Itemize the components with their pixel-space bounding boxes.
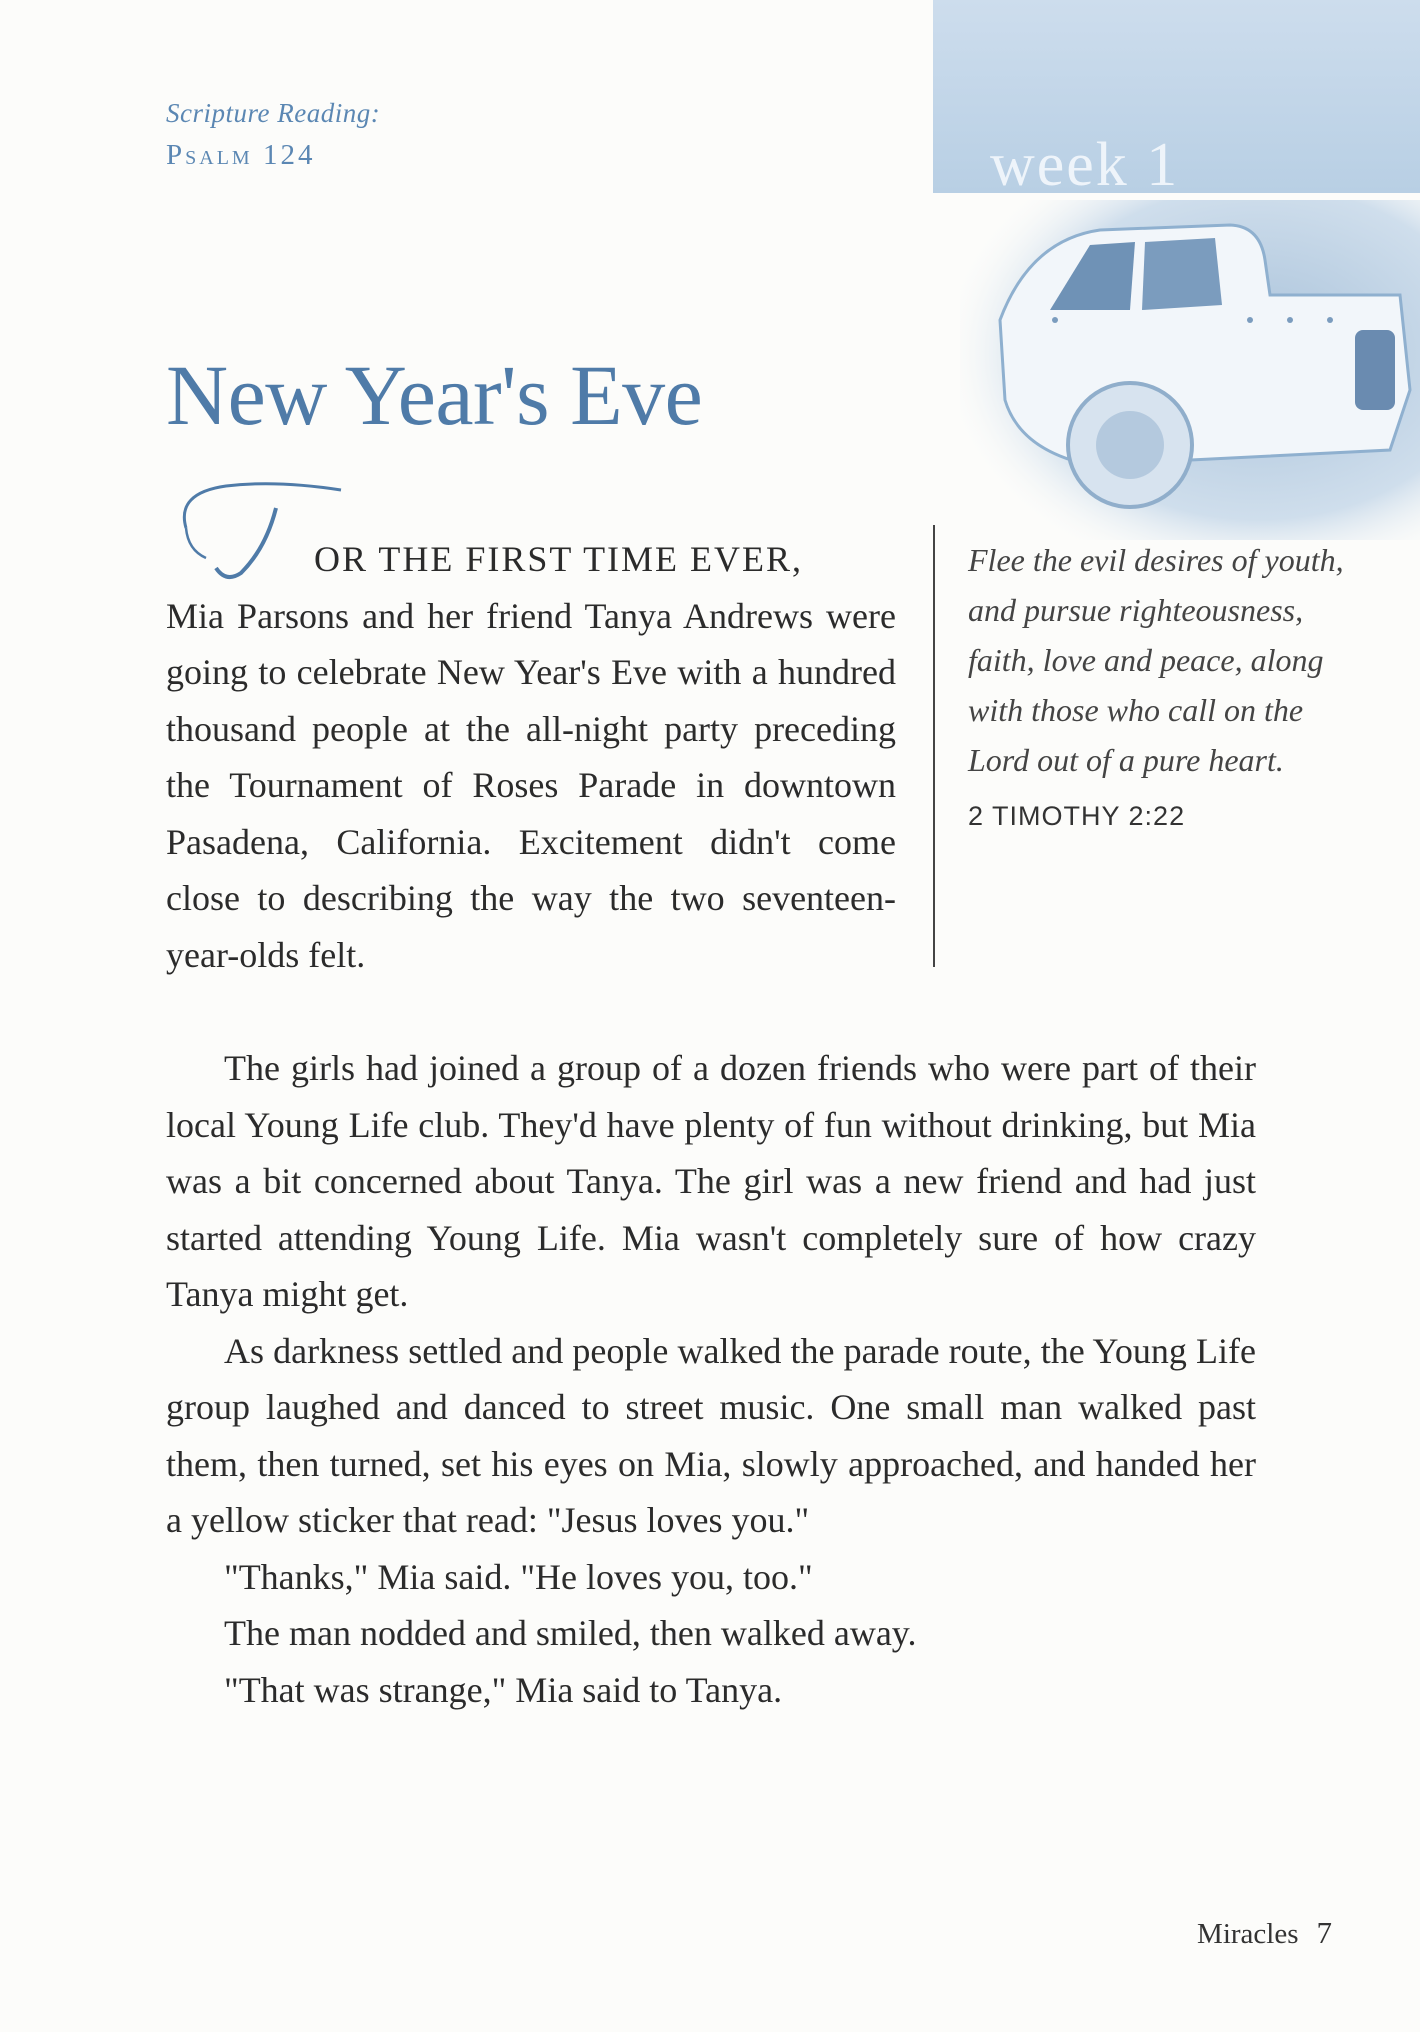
intro-first-line: OR THE FIRST TIME EVER, xyxy=(314,539,804,579)
pickup-truck-illustration xyxy=(960,200,1420,540)
week-label: week 1 xyxy=(990,131,1180,199)
sidebar-divider xyxy=(933,525,935,967)
body-paragraph: As darkness settled and people walked the parade route, the Young Life group laughed and danced to street music. One small man walked past them, then turned, set his eyes on Mia, slowly approached, and handed her a yellow sticker that read: "Jesus loves you." xyxy=(166,1330,1256,1540)
page-footer xyxy=(1197,1915,1332,1951)
sidebar-quote: Flee the evil desires of youth, and pursue righteousness, faith, love and peace, along with those who call on the Lord out of a pure heart. xyxy=(968,542,1344,778)
page-number: 7 xyxy=(1316,1915,1332,1950)
book-title: Miracles xyxy=(1197,1918,1299,1950)
body-text xyxy=(166,1040,1256,1718)
body-paragraph: The man nodded and smiled, then walked away. xyxy=(224,1613,917,1653)
body-paragraph: "Thanks," Mia said. "He loves you, too." xyxy=(224,1556,813,1597)
scripture-label: Scripture Reading: xyxy=(166,98,381,128)
sidebar-reference: 2 TIMOTHY 2:22 xyxy=(968,801,1186,831)
scripture-reading xyxy=(166,98,380,172)
scripture-sidebar xyxy=(968,535,1348,832)
intro-body: Mia Parsons and her friend Tanya Andrews were going to celebrate New Year's Eve with a hundred thousand people at the all-night party preceding the Tournament of Roses Parade in downtown Pasadena, California. Excitement didn't come close to describing the way the two seventeen-year-olds felt. xyxy=(166,595,896,975)
body-paragraph: The girls had joined a group of a dozen friends who were part of their local Young Life club. They'd have plenty of fun without drinking, but Mia was a bit concerned about Tanya. The girl was a new friend and had just started attending Young Life. Mia wasn't completely sure of how crazy Tanya might get. xyxy=(166,1048,1256,1314)
chapter-title: New Year's Eve xyxy=(166,347,703,443)
intro-paragraph xyxy=(166,533,896,983)
scripture-reference: Psalm 124 xyxy=(166,139,316,171)
body-paragraph: "That was strange," Mia said to Tanya. xyxy=(224,1669,783,1710)
